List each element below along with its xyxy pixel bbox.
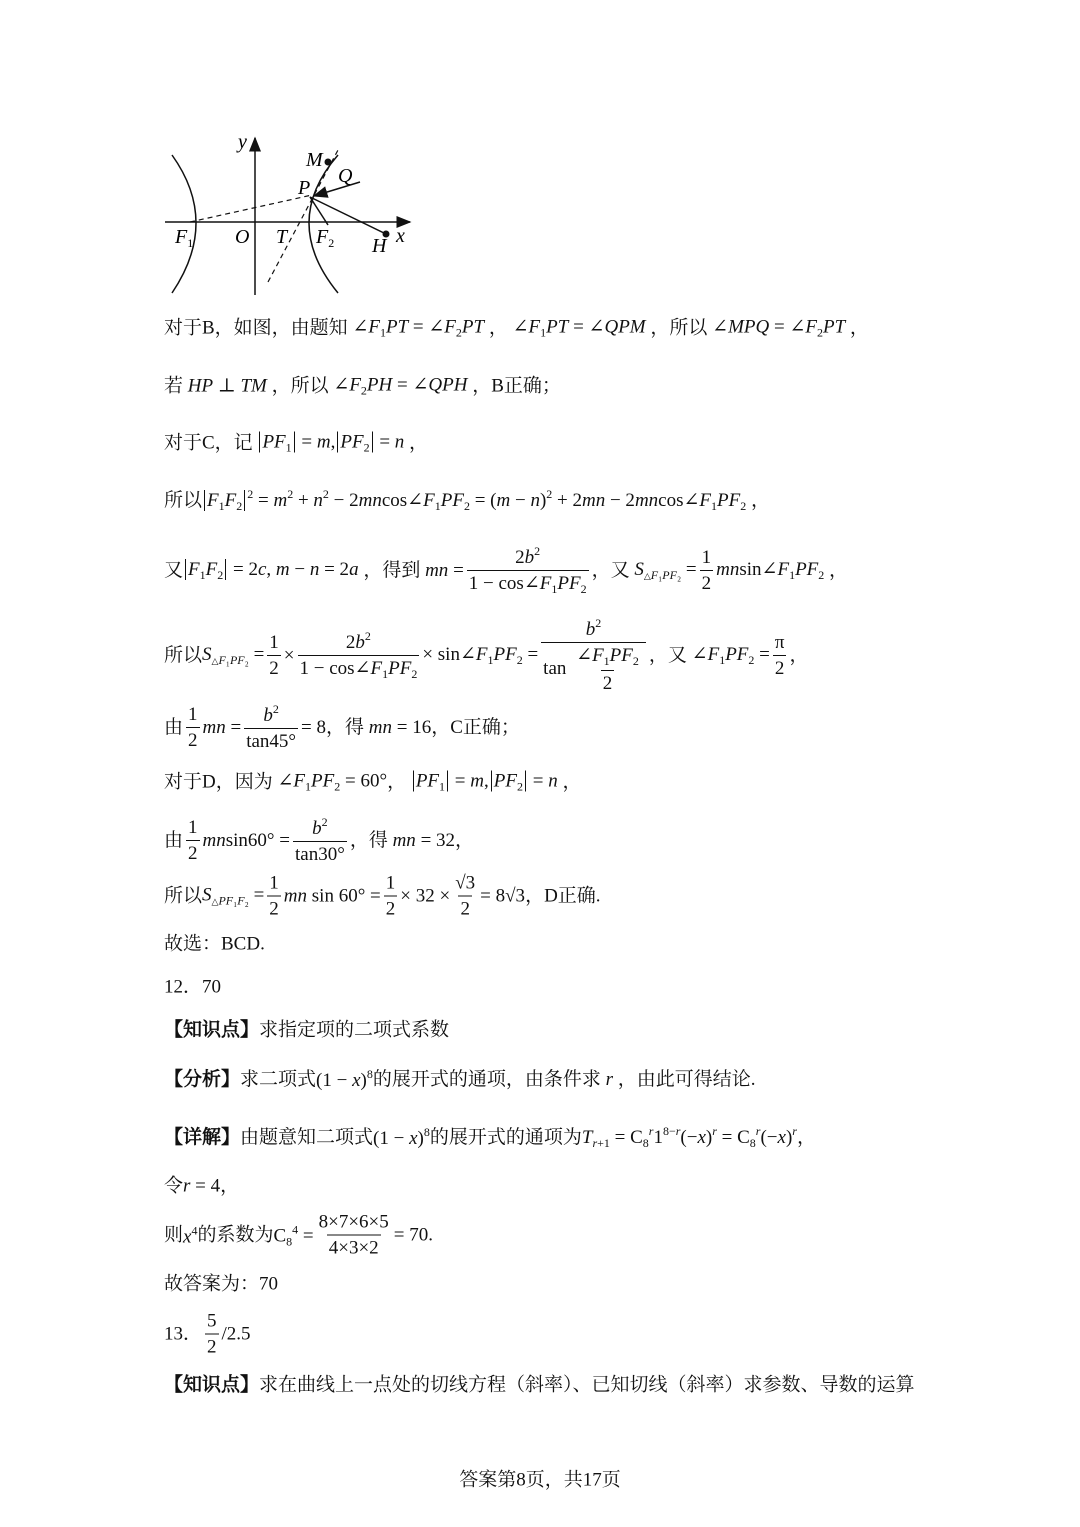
label-t: T [276, 226, 288, 248]
hyperbola-right-branch [309, 155, 338, 293]
page-footer: 答案第8页，共17页 [459, 1469, 621, 1491]
hyperbola-figure [160, 130, 420, 300]
line-d-mn: 由 $\frac{1}{2}$ mnsin60° = $\frac{b^2}{\tan 30^\circ}$ ，得 mn = 32 ， [164, 815, 475, 865]
line-c-cosine-law: 所以 $F_1F_2^2 = m^2 + n^2$ − $2mncos\angle F_1PF_2 = (m - n)^2 + 2mn$ − $2mncos\angle F_1PF_2$ ， [164, 487, 771, 513]
line-answer-bcd: 故选：BCD. [164, 933, 265, 955]
line-q12-knowledge: 【知识点】 求指定项的二项式系数 [164, 1019, 450, 1041]
dashed-line-f1-p [190, 195, 312, 222]
label-h: H [372, 235, 387, 257]
line-d-define: 对于D，因为 $\angle F_1PF_2 = 60^\circ$ ， $PF_1 = m$, $PF_2 = n$ ， [164, 770, 582, 794]
line-b-angles: 对于B，如图，由题知 $\angle F_1PT$ = $\angle F_2PT$ ， $\angle F_1PT$ = ∠QPM ， 所以 ∠MPQ = $\angle F_2PT$ ， [164, 316, 869, 340]
line-q13-knowledge: 【知识点】 求在曲线上一点处的切线方程（斜率）、已知切线（斜率）求参数、导数的运算 [164, 1374, 915, 1396]
label-f2: $F_2$ [316, 226, 335, 250]
point-m [325, 159, 332, 166]
line-q12-analysis: 【分析】 求二项式 $(1 - x)^8$ 的展开式的通项，由条件求 r ，由此可得结论. [164, 1067, 756, 1091]
label-p: P [298, 177, 311, 199]
line-q12-detail: 【详解】 由题意知二项式 $(1 - x)^8$ 的展开式的通项为 $T_{r+1} = C_8^r1^{8-r}(-x)^r = C_8^r(-x)^r$ ， [164, 1124, 816, 1150]
line-q12-let-r: 令 r = 4 ， [164, 1175, 240, 1197]
line-q12-coefficient: 则 $x^4$ 的系数为 $C_8^4$ = $\frac{8\times 7\times 6\times 5}{4\times 3\times 2}$ = 70 . [164, 1211, 433, 1259]
line-d-area: 所以 $S_{\triangle PF_1F_2}$ = $\frac{1}{2}$ mn sin 60° = $\frac{1}{2}$ × 32 × $\frac{√3}{2}$ = 8√3 ，D正确. [164, 872, 601, 920]
label-q: Q [338, 165, 353, 187]
label-y: y [238, 131, 247, 153]
line-c-result: 由 $\frac{1}{2}$ mn = $\frac{b^2}{\tan 45^\circ}$ = 8 ，得 mn = 16 ，C正确； [164, 702, 520, 752]
label-m: M [306, 149, 323, 171]
label-f1: $F_1$ [175, 226, 194, 250]
dashed-tangent-line [268, 150, 338, 282]
line-q12-answer: 12．70 [164, 976, 222, 998]
line-c-area-formula: 所以 $S_{\triangle F_1PF_2}$ = $\frac{1}{2}$ × $\frac{2b^2}{1 - \cos\angle F_1PF_2}$ × $\sin\angle F_1PF_2$ = $b^2$ tan $\frac{\angle F_1PF_2}{2}$ ，又 $\angle F_1PF_2$ = $\frac{\pi}{2}$ ， [164, 616, 809, 694]
line-b-perpendicular: 若 HP ⊥ TM ，所以 $\angle F_2PH$ = ∠QPH ，B正确； [164, 374, 561, 398]
line-c-mn-expression: 又 $F_1F_2 = 2c$, m − n = 2a ，得到 mn = $\frac{2b^2}{1 - \cos\angle F_1PF_2}$ ，又 $S_{\triangle F_1PF_2}$ = $\frac{1}{2}$ $mnsin\angle F_1PF_2$ ， [164, 544, 849, 596]
hyperbola-left-branch [172, 155, 196, 293]
line-q13-answer: 13． $\frac{5}{2}$ /2.5 [164, 1310, 251, 1358]
line-q12-final: 故答案为：70 [164, 1273, 279, 1295]
ray-q-p [314, 182, 360, 196]
label-o: O [235, 226, 250, 248]
label-x: x [396, 225, 405, 247]
line-c-define: 对于C，记 $PF_1 = m$, $PF_2 = n$ ， [164, 431, 429, 455]
